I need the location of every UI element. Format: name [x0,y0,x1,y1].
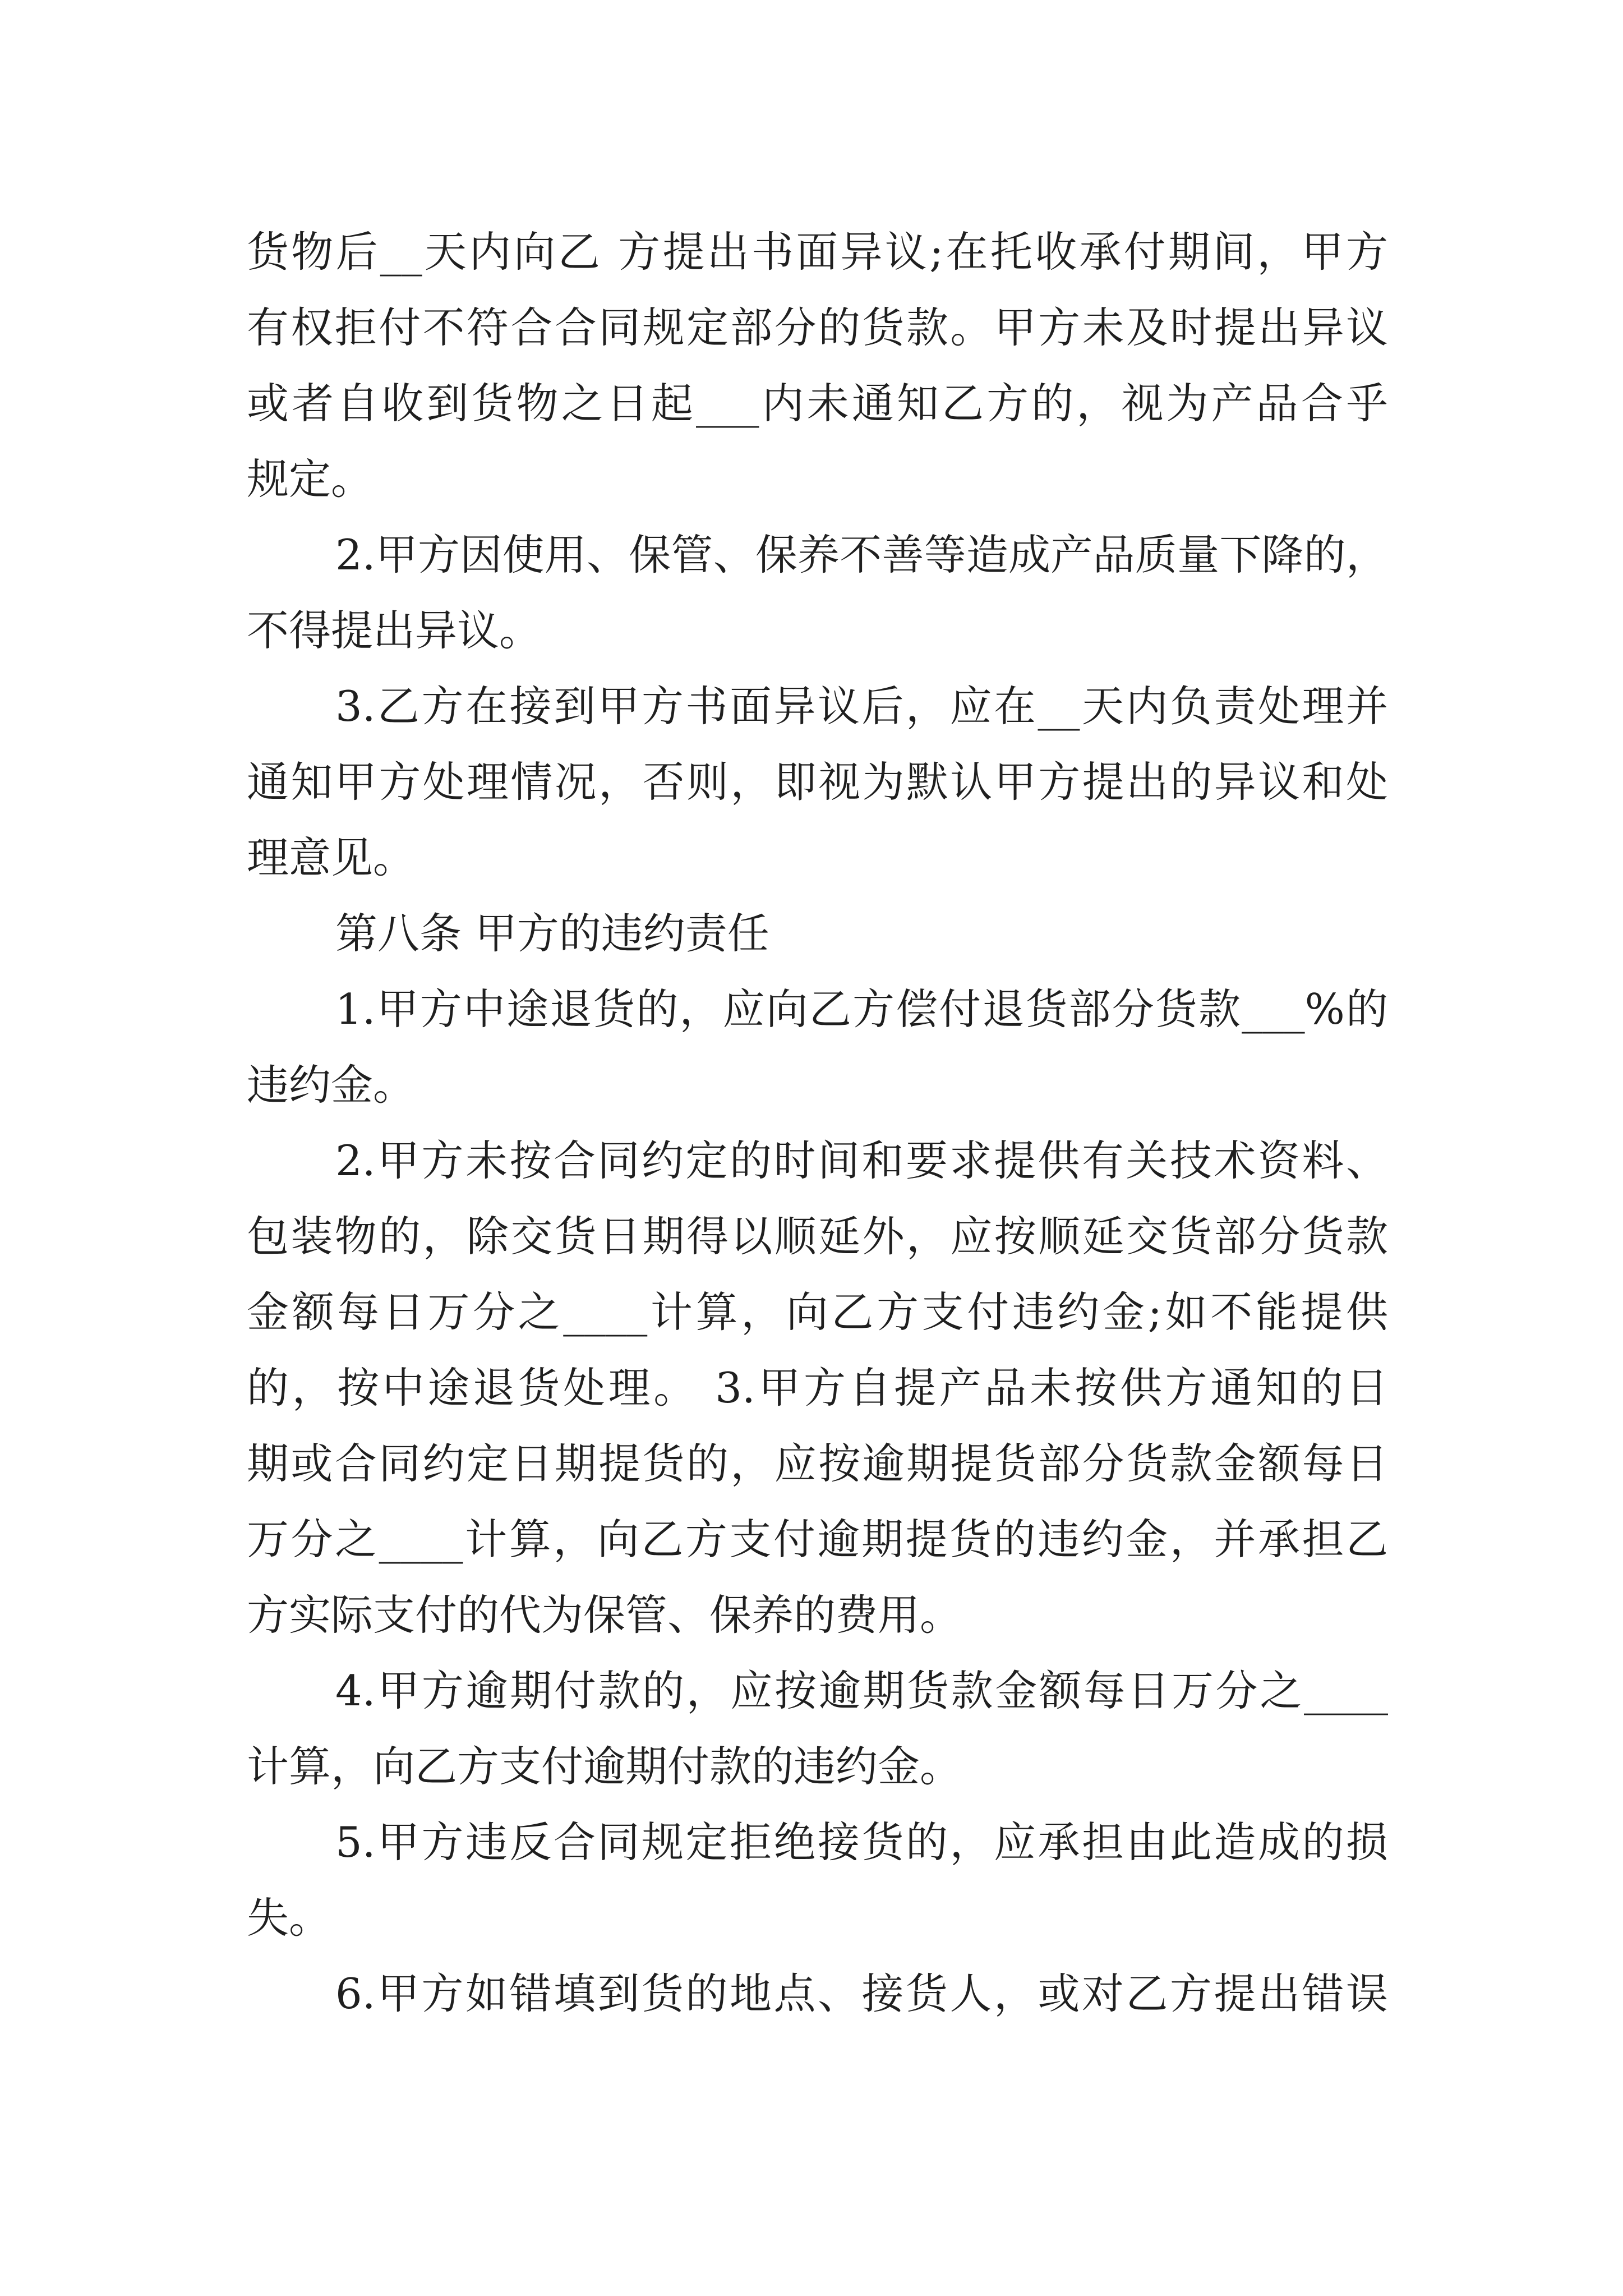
text-line-12: 违约金。 [247,1060,416,1110]
text-line-4: 规定。 [247,454,374,504]
text-line-9: 理意见。 [247,833,416,882]
text-line-19: 方实际支付的代为保管、保养的费用。 [247,1590,962,1640]
text-line-18: 万分之____计算，向乙方支付逾期提货的违约金，并承担乙 [247,1515,1388,1564]
text-line-1: 货物后__天内向乙 方提出书面异议;在托收承付期间，甲方 [247,227,1388,277]
text-line-6: 不得提出异议。 [247,606,542,655]
text-line-23: 失。 [247,1893,331,1943]
text-line-15: 金额每日万分之____计算，向乙方支付违约金;如不能提供 [247,1287,1388,1337]
text-line-22: 5.甲方违反合同规定拒绝接货的，应承担由此造成的损 [335,1818,1388,1867]
text-line-14: 包装物的，除交货日期得以顺延外，应按顺延交货部分货款 [247,1212,1388,1261]
text-line-20: 4.甲方逾期付款的，应按逾期货款金额每日万分之____ [335,1666,1388,1715]
section-heading: 第八条 甲方的违约责任 [335,909,769,958]
text-line-5: 2.甲方因使用、保管、保养不善等造成产品质量下降的， [335,530,1388,579]
text-line-17: 期或合同约定日期提货的，应按逾期提货部分货款金额每日 [247,1439,1388,1488]
text-line-3: 或者自收到货物之日起___内未通知乙方的，视为产品合乎 [247,379,1388,428]
text-line-2: 有权拒付不符合合同规定部分的货款。甲方未及时提出异议 [247,303,1388,352]
text-line-13: 2.甲方未按合同约定的时间和要求提供有关技术资料、 [335,1136,1388,1185]
text-line-21: 计算，向乙方支付逾期付款的违约金。 [247,1742,962,1791]
document-page [247,214,1388,2032]
text-line-16: 的，按中途退货处理。 3.甲方自提产品未按供方通知的日 [247,1363,1388,1412]
text-line-11: 1.甲方中途退货的，应向乙方偿付退货部分货款___%的 [335,984,1388,1034]
text-line-7: 3.乙方在接到甲方书面异议后，应在__天内负责处理并 [335,682,1388,731]
text-line-24: 6.甲方如错填到货的地点、接货人，或对乙方提出错误 [335,1969,1388,2018]
text-line-8: 通知甲方处理情况，否则，即视为默认甲方提出的异议和处 [247,757,1388,807]
